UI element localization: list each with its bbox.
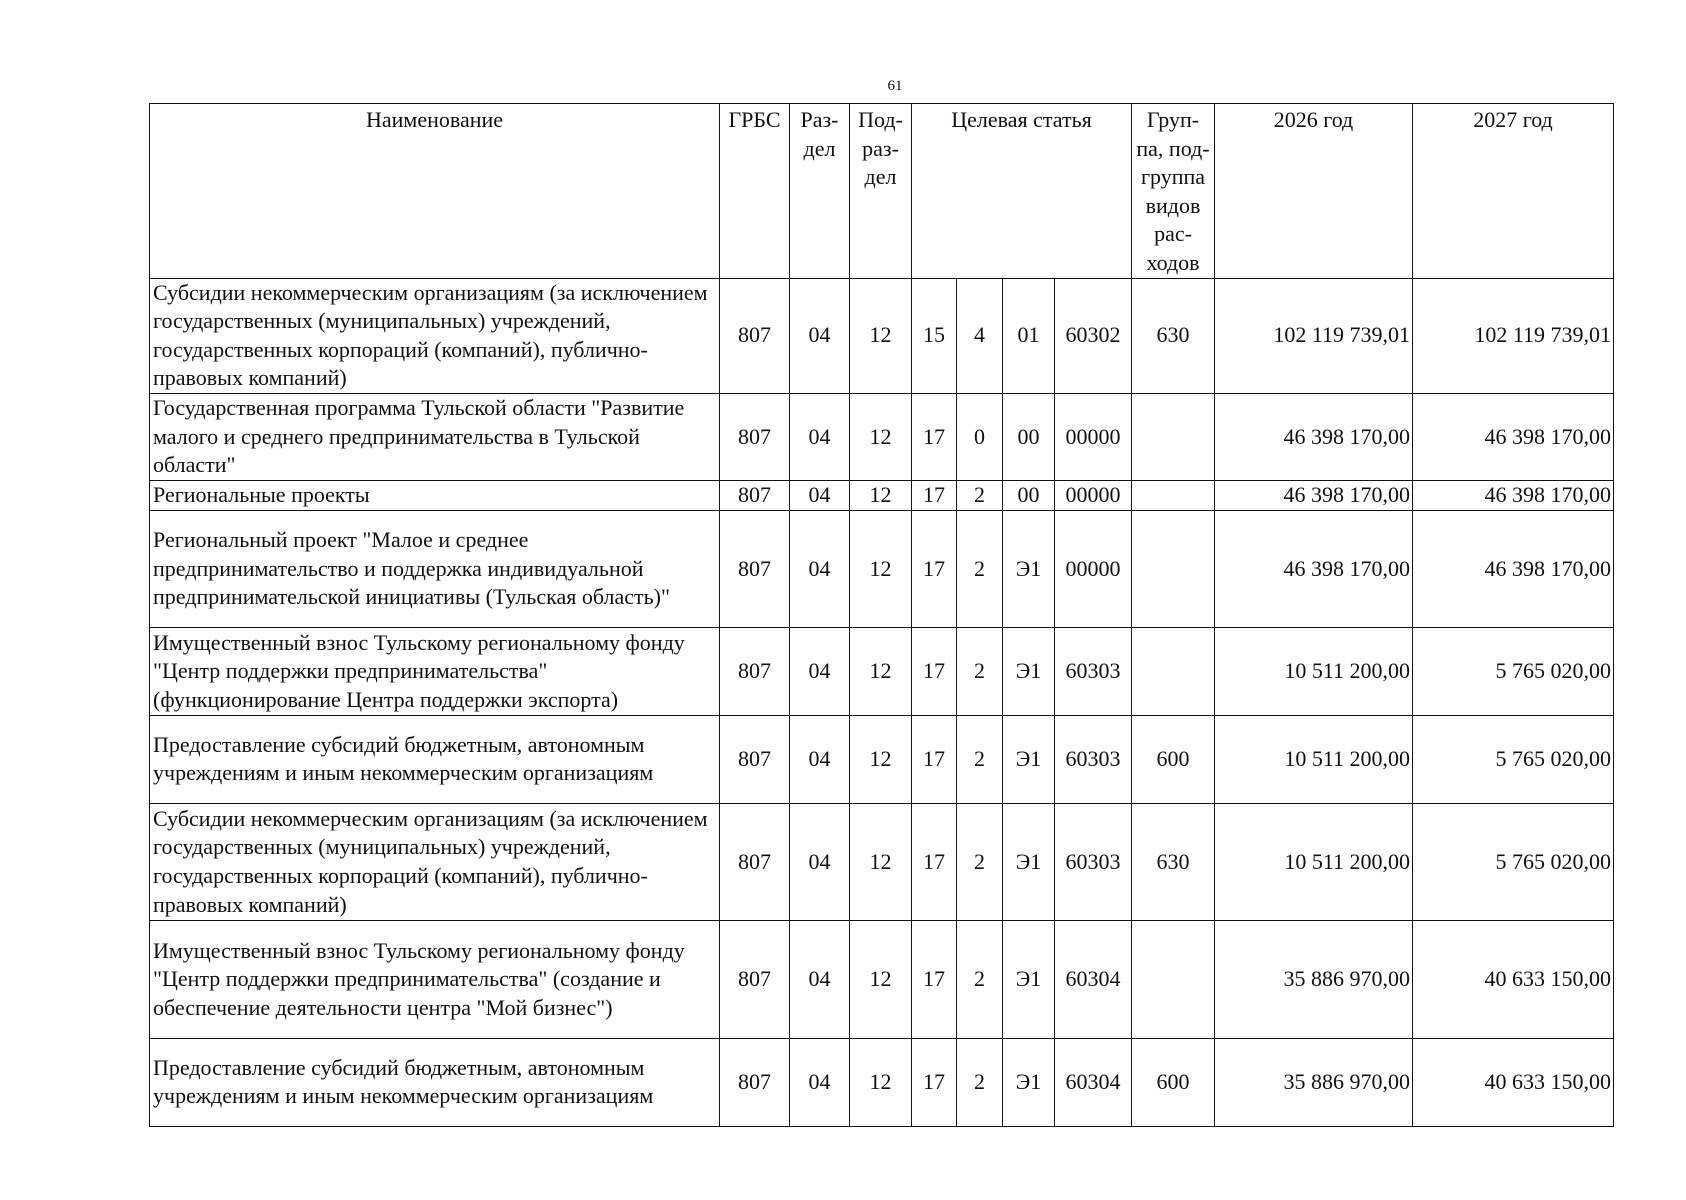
row-subsection: 12 — [850, 803, 912, 920]
row-target-element: Э1 — [1003, 1038, 1055, 1126]
row-target-program: 17 — [912, 627, 957, 715]
header-section: Раз- дел — [790, 104, 850, 279]
row-subsection: 12 — [850, 393, 912, 480]
header-year-2027: 2027 год — [1413, 104, 1614, 279]
row-amount-2027: 40 633 150,00 — [1413, 920, 1614, 1038]
row-expense-group: 600 — [1132, 715, 1215, 803]
row-target-type: 2 — [957, 480, 1003, 510]
row-amount-2026: 10 511 200,00 — [1215, 627, 1413, 715]
row-section: 04 — [790, 715, 850, 803]
header-target-article: Целевая статья — [912, 104, 1132, 279]
row-target-direction: 60303 — [1055, 715, 1132, 803]
row-section: 04 — [790, 510, 850, 627]
row-target-type: 2 — [957, 510, 1003, 627]
row-amount-2027: 46 398 170,00 — [1413, 393, 1614, 480]
row-target-program: 17 — [912, 1038, 957, 1126]
header-subsection: Под- раз- дел — [850, 104, 912, 279]
row-target-element: Э1 — [1003, 627, 1055, 715]
row-target-element: 00 — [1003, 393, 1055, 480]
row-section: 04 — [790, 480, 850, 510]
table-row — [150, 715, 1614, 803]
row-amount-2027: 102 119 739,01 — [1413, 278, 1614, 393]
row-expense-group — [1132, 510, 1215, 627]
row-grbs: 807 — [720, 480, 790, 510]
row-section: 04 — [790, 803, 850, 920]
table-row — [150, 278, 1614, 393]
row-name: Региональные проекты — [150, 480, 720, 510]
row-grbs: 807 — [720, 627, 790, 715]
row-subsection: 12 — [850, 920, 912, 1038]
row-target-direction: 60304 — [1055, 1038, 1132, 1126]
header-expense-group: Груп- па, под- группа видов рас- ходов — [1132, 104, 1215, 279]
row-expense-group: 600 — [1132, 1038, 1215, 1126]
row-target-direction: 60303 — [1055, 803, 1132, 920]
row-expense-group: 630 — [1132, 803, 1215, 920]
row-subsection: 12 — [850, 627, 912, 715]
row-target-program: 17 — [912, 480, 957, 510]
row-subsection: 12 — [850, 480, 912, 510]
row-section: 04 — [790, 393, 850, 480]
row-target-program: 15 — [912, 278, 957, 393]
row-amount-2027: 5 765 020,00 — [1413, 803, 1614, 920]
table-row — [150, 920, 1614, 1038]
row-target-direction: 60304 — [1055, 920, 1132, 1038]
row-grbs: 807 — [720, 920, 790, 1038]
row-expense-group — [1132, 480, 1215, 510]
row-amount-2027: 5 765 020,00 — [1413, 715, 1614, 803]
row-amount-2026: 46 398 170,00 — [1215, 510, 1413, 627]
table-row — [150, 803, 1614, 920]
row-grbs: 807 — [720, 715, 790, 803]
row-name: Предоставление субсидий бюджетным, автономным учреждениям и иным некоммерческим организациям — [150, 715, 720, 803]
row-name: Субсидии некоммерческим организациям (за исключением государственных (муниципальных) учреждений, государственных корпораций (компаний), публично-правовых компаний) — [150, 803, 720, 920]
row-grbs: 807 — [720, 278, 790, 393]
row-target-element: 01 — [1003, 278, 1055, 393]
row-target-type: 4 — [957, 278, 1003, 393]
row-target-element: 00 — [1003, 480, 1055, 510]
row-target-program: 17 — [912, 920, 957, 1038]
row-grbs: 807 — [720, 1038, 790, 1126]
row-target-type: 2 — [957, 715, 1003, 803]
table-row — [150, 480, 1614, 510]
row-section: 04 — [790, 920, 850, 1038]
row-target-type: 2 — [957, 803, 1003, 920]
row-target-type: 2 — [957, 920, 1003, 1038]
row-section: 04 — [790, 627, 850, 715]
row-target-element: Э1 — [1003, 715, 1055, 803]
table-header-row — [150, 104, 1614, 279]
row-target-direction: 60303 — [1055, 627, 1132, 715]
row-amount-2027: 5 765 020,00 — [1413, 627, 1614, 715]
row-target-element: Э1 — [1003, 803, 1055, 920]
row-target-type: 2 — [957, 1038, 1003, 1126]
row-subsection: 12 — [850, 1038, 912, 1126]
table-row — [150, 510, 1614, 627]
row-section: 04 — [790, 1038, 850, 1126]
row-target-element: Э1 — [1003, 510, 1055, 627]
row-grbs: 807 — [720, 510, 790, 627]
header-year-2026: 2026 год — [1215, 104, 1413, 279]
row-target-program: 17 — [912, 715, 957, 803]
row-name: Имущественный взнос Тульскому региональному фонду "Центр поддержки предпринимательства" (функционирование Центра поддержки экспорта) — [150, 627, 720, 715]
row-expense-group — [1132, 627, 1215, 715]
row-target-program: 17 — [912, 510, 957, 627]
row-name: Имущественный взнос Тульскому региональному фонду "Центр поддержки предпринимательства" (создание и обеспечение деятельности центра "Мой бизнес") — [150, 920, 720, 1038]
row-expense-group — [1132, 393, 1215, 480]
row-subsection: 12 — [850, 278, 912, 393]
table-row — [150, 627, 1614, 715]
row-subsection: 12 — [850, 715, 912, 803]
row-target-direction: 60302 — [1055, 278, 1132, 393]
row-name: Государственная программа Тульской области "Развитие малого и среднего предпринимательства в Тульской области" — [150, 393, 720, 480]
row-target-type: 2 — [957, 627, 1003, 715]
row-grbs: 807 — [720, 393, 790, 480]
row-expense-group — [1132, 920, 1215, 1038]
row-grbs: 807 — [720, 803, 790, 920]
row-section: 04 — [790, 278, 850, 393]
page-number: 61 — [887, 78, 903, 94]
row-expense-group: 630 — [1132, 278, 1215, 393]
row-amount-2026: 35 886 970,00 — [1215, 1038, 1413, 1126]
row-target-direction: 00000 — [1055, 480, 1132, 510]
table-row — [150, 1038, 1614, 1126]
row-target-direction: 00000 — [1055, 393, 1132, 480]
row-amount-2026: 46 398 170,00 — [1215, 480, 1413, 510]
row-amount-2026: 10 511 200,00 — [1215, 803, 1413, 920]
row-amount-2027: 40 633 150,00 — [1413, 1038, 1614, 1126]
row-target-program: 17 — [912, 393, 957, 480]
budget-table — [149, 103, 1614, 1127]
header-grbs: ГРБС — [720, 104, 790, 279]
row-target-direction: 00000 — [1055, 510, 1132, 627]
header-name: Наименование — [150, 104, 720, 279]
row-amount-2026: 102 119 739,01 — [1215, 278, 1413, 393]
row-amount-2027: 46 398 170,00 — [1413, 480, 1614, 510]
row-amount-2027: 46 398 170,00 — [1413, 510, 1614, 627]
row-target-program: 17 — [912, 803, 957, 920]
row-name: Региональный проект "Малое и среднее предпринимательство и поддержка индивидуальной предпринимательской инициативы (Тульская область)" — [150, 510, 720, 627]
row-subsection: 12 — [850, 510, 912, 627]
row-amount-2026: 46 398 170,00 — [1215, 393, 1413, 480]
row-target-type: 0 — [957, 393, 1003, 480]
table-row — [150, 393, 1614, 480]
row-amount-2026: 10 511 200,00 — [1215, 715, 1413, 803]
row-amount-2026: 35 886 970,00 — [1215, 920, 1413, 1038]
row-target-element: Э1 — [1003, 920, 1055, 1038]
row-name: Субсидии некоммерческим организациям (за исключением государственных (муниципальных) учреждений, государственных корпораций (компаний), публично-правовых компаний) — [150, 278, 720, 393]
row-name: Предоставление субсидий бюджетным, автономным учреждениям и иным некоммерческим организациям — [150, 1038, 720, 1126]
